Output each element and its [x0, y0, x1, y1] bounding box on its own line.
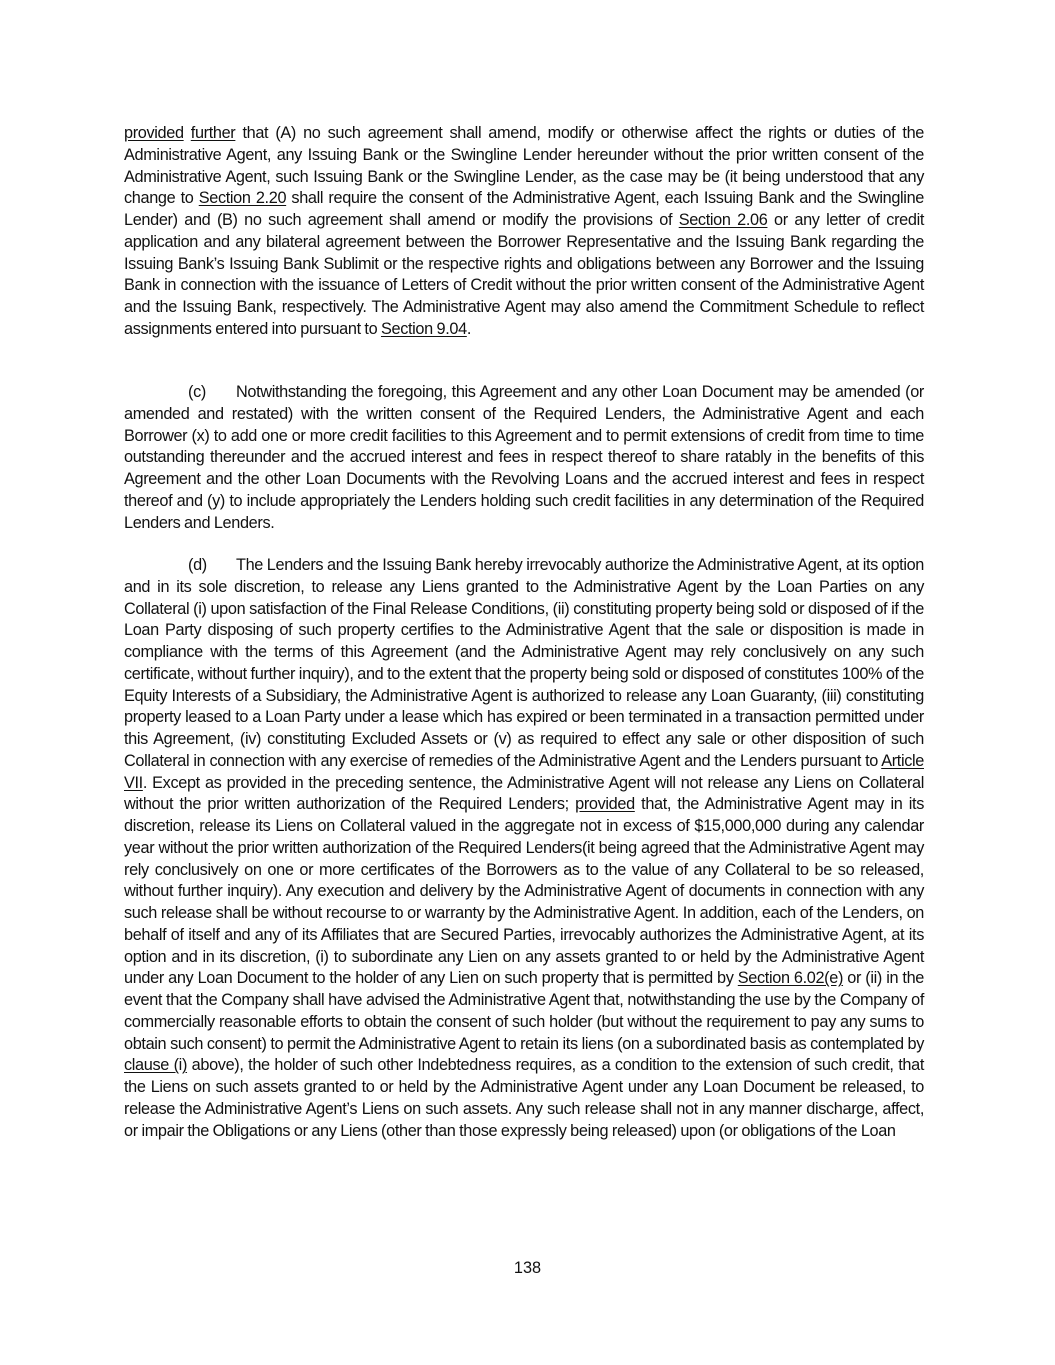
- paragraph-label: (c): [188, 383, 206, 401]
- section-reference: Section 2.06: [678, 211, 768, 229]
- paragraph-continuation: [124, 123, 924, 341]
- text-segment: that, the Administrative Agent may in its discretion, release its Liens on Collateral valued in the aggregate not in excess of $15,000,000 during any calendar year without the prior written authorization of the Required Lenders(it being agreed that the Administrative Agent may rely conclusively on one or more certificates of the Borrowers as to the value of any Collateral to be so released, without further inquiry). Any execution and delivery by the Administrative Agent of documents in connection with any such release shall be without recourse to or warranty by the Administrative Agent. In addition, each of the Lenders, on behalf of itself and any of its Affiliates that are Secured Parties, irrevocably authorizes the Administrative Agent, at its option and in its discretion, (i) to subordinate any Lien on any assets granted to or held by the Administrative Agent under any Loan Document to the holder of any Lien on such property that is permitted by: [124, 795, 924, 988]
- text-segment: The Lenders and the Issuing Bank hereby irrevocably authorize the Administrative Agent, at its option and in its sole discretion, to release any Liens granted to the Administrative Agent by the Loan Parties on any Collateral (i) upon satisfaction of the Final Release Conditions, (ii) constituting property being sold or disposed of if the Loan Party disposing of such property certifies to the Administrative Agent that the sale or disposition is made in compliance with the terms of this Agreement (and the Administrative Agent may rely conclusively on any such certificate, without further inquiry), and to the extent that the property being sold or disposed of constitutes 100% of the Equity Interests of a Subsidiary, the Administrative Agent is authorized to release any Loan Guaranty, (iii) constituting property leased to a Loan Party under a lease which has expired or been terminated in a transaction permitted under this Agreement, (iv) constituting Excluded Assets or (v) as required to effect any sale or other disposition of such Collateral in connection with any exercise of remedies of the Administrative Agent and the Lenders pursuant to: [124, 556, 924, 770]
- text-segment: shall require the consent of the Administrative Agent, each Issuing Bank and the Swingline Lender) and (B) no such agreement shall amend or modify the provisions of: [124, 189, 924, 229]
- section-reference: Article VII: [124, 751, 924, 792]
- section-reference: Section 2.20: [198, 189, 287, 208]
- text-segment: further: [190, 124, 236, 142]
- section-reference: Section 6.02(e): [737, 969, 844, 988]
- section-reference: Section 9.04: [380, 319, 467, 338]
- text-segment: [184, 124, 191, 142]
- paragraph-d: [124, 555, 924, 1142]
- paragraph-label: (d): [188, 556, 207, 574]
- text-segment: provided: [575, 795, 635, 814]
- text-segment: or (ii) in the event that the Company shall have advised the Administrative Agent that, notwithstanding the use by the Company of commercially reasonable efforts to obtain the consent of such holder (but without the requirement to pay any sums to obtain such consent) to permit the Administrative Agent to retain its liens (on a subordinated basis as contemplated by: [124, 969, 924, 1053]
- text-segment: Notwithstanding the foregoing, this Agreement and any other Loan Document may be amended (or amended and restated) with the written consent of the Required Lenders, the Administrative Agent and each Borrower (x) to add one or more credit facilities to this Agreement and to permit extensions of credit from time to time outstanding thereunder and the accrued interest and fees in respect thereof to share ratably in the benefits of this Agreement and the other Loan Documents with the Revolving Loans and the accrued interest and fees in respect thereof and (y) to include appropriately the Lenders holding such credit facilities in any determination of the Required Lenders and Lenders.: [124, 383, 924, 532]
- section-reference: clause (i): [124, 1056, 188, 1075]
- text-segment: .: [466, 319, 471, 338]
- paragraph-c: [124, 382, 924, 534]
- page-number: 138: [513, 1259, 542, 1277]
- text-segment: . Except as provided in the preceding sentence, the Administrative Agent will not release any Liens on Collateral without the prior written authorization of the Required Lenders;: [124, 773, 924, 814]
- text-segment: that (A) no such agreement shall amend, modify or otherwise affect the rights or duties of the Administrative Agent, any Issuing Bank or the Swingline Lender hereunder without the prior written consent of the Administrative Agent, such Issuing Bank or the Swingline Lender, as the case may be (it being understood that any change to: [124, 124, 924, 208]
- text-segment: provided: [124, 124, 184, 142]
- text-segment: or any letter of credit application and any bilateral agreement between the Borrower Representative and the Issuing Bank regarding the Issuing Bank’s Issuing Bank Sublimit or the respective rights and obligations between any Borrower and the Issuing Bank in connection with the issuance of Letters of Credit without the prior written consent of the Administrative Agent and the Issuing Bank, respectively. The Administrative Agent may also amend the Commitment Schedule to reflect assignments entered into pursuant to: [124, 211, 925, 338]
- text-segment: above), the holder of such other Indebtedness requires, as a condition to the extension of such credit, that the Liens on such assets granted to or held by the Administrative Agent under any Loan Document be released, to release the Administrative Agent’s Liens on such assets. Any such release shall not in any manner discharge, affect, or impair the Obligations or any Liens (other than those expressly being released) upon (or obligations of the Loan: [124, 1056, 924, 1140]
